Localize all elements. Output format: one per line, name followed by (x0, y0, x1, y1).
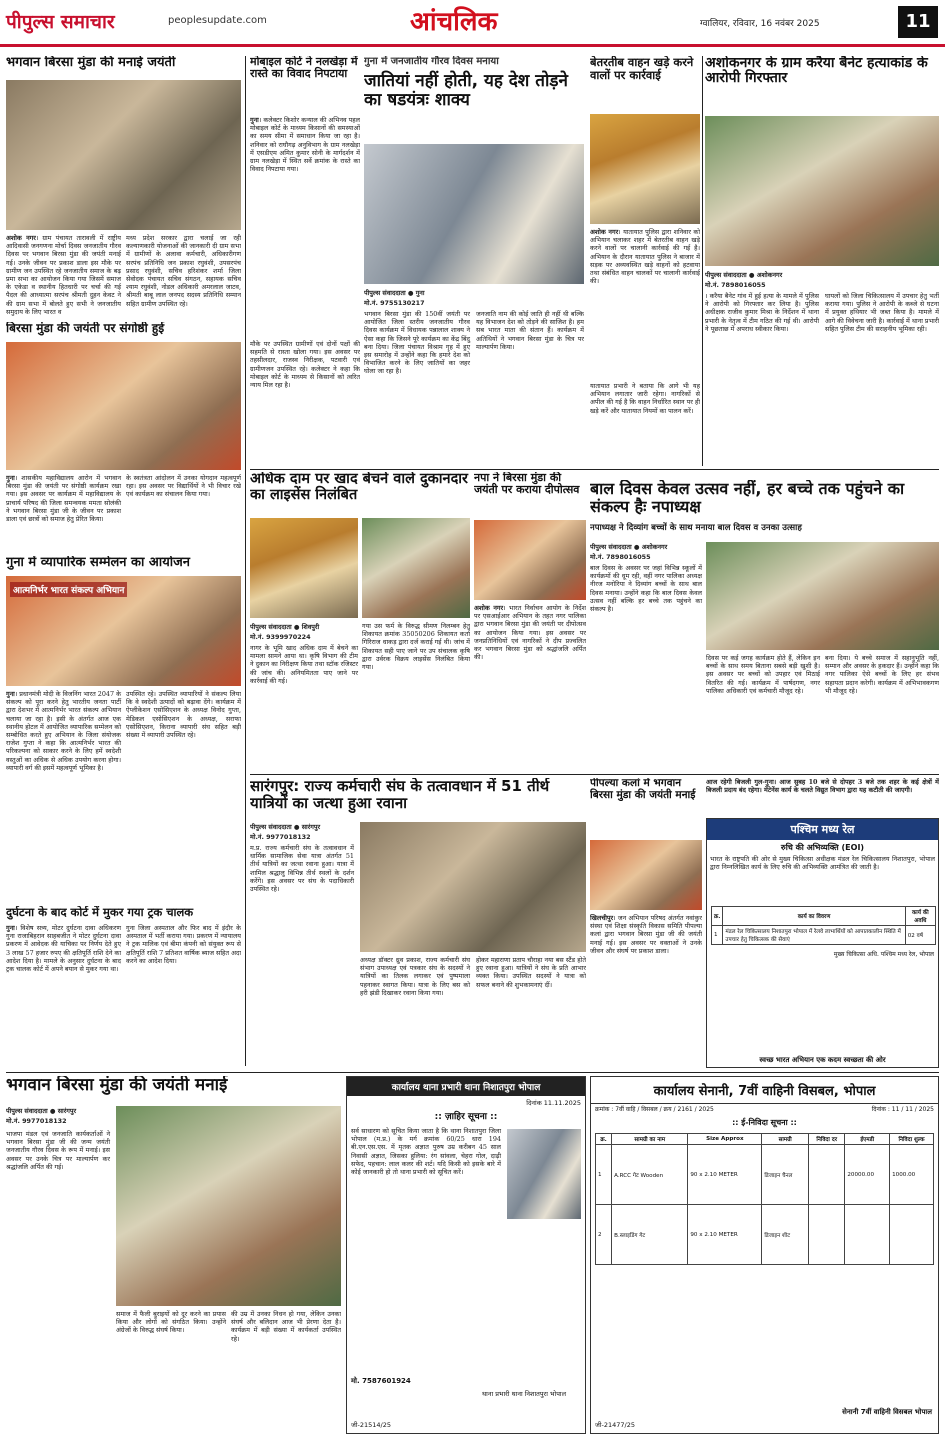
article-npa-deepotsav (474, 472, 586, 770)
news-photo (706, 542, 939, 650)
tender-table: क्र. सामग्री का नाम Size Approx सामग्री निविदा दर ईएमडी निविदा शुल्क 1 A.RCC गेट Wooden 90 x 2.10 METER डिजाइन चैनल 20000.00 1000.00 2 B.स्लाइडिंग गेट 90 x 2.10 METER डिजाइन शीट (595, 1133, 934, 1265)
ad-subtitle: :: ज़ाहिर सूचना :: (434, 1112, 498, 1122)
mobile-number: मो.नं. 9977018132 (250, 833, 311, 841)
section-rule (6, 1072, 939, 1073)
ad-body: भारत के राष्ट्रपति की ओर से मुख्य चिकित्सा अधीक्षक मंडल रेल चिकित्सालय निशातपुरा, भोपाल द्वारा निम्नलिखित कार्य के लिए रुचि की अभिव्यक्ति आमंत्रित की जाती है। (710, 855, 935, 872)
headline: जातियां नहीं होती, यह देश तोड़ने का षडयंत्रः शाक्य (364, 71, 568, 110)
section-rule (250, 774, 939, 775)
body-text-3: की उम्र में उनका निधन हो गया, लेकिन उनका संघर्ष और बलिदान आज भी प्रेरणा देता है। कार्यक्रम में बड़ी संख्या में कार्यकर्ता उपस्थित रहे। (231, 1310, 341, 1343)
body-text: । जन अभियान परिषद अंतर्गत नवांकुर संस्था एवं शिक्षा संस्कृति विकास समिति पीपल्या कलां द्वारा भगवान बिरसा मुंडा जी की जयंती मनाई गई। इस अवसर पर वक्ताओं ने उनके जीवन और संघर्ष पर प्रकाश डाला। (590, 914, 702, 955)
mobile-number: मो.नं. 9755130217 (364, 299, 425, 307)
news-photo (6, 576, 241, 686)
news-photo (360, 822, 586, 952)
body-text-3: बना दिया। ये बच्चे समाज में सहानुभूति नहीं, सम्मान और अवसर के हकदार हैं। उन्होंने कहा कि नगर पालिका ऐसे बच्चों के लिए हर संभव सहायता प्रदान करेगी। कार्यक्रम में अभिभावकगण भी मौजूद रहे। (825, 654, 939, 695)
news-photo (590, 114, 700, 224)
body-text-2: के स्वतंत्रता आंदोलन में उनका योगदान महत्वपूर्ण रहा। इस अवसर पर विद्यार्थियों ने भी विचार रखे एवं कार्यक्रम का संचालन किया गया। (126, 474, 241, 499)
mobile-number: मो.नं. 7898016055 (590, 553, 651, 561)
lead-place: गुना (250, 116, 259, 124)
power-cut-notice: आज रहेगी बिजली गुल-गुना। आज सुबह 10 बजे से दोपहर 3 बजे तक शहर के कई क्षेत्रों में बिजली प्रदाय बंद रहेगा। मेंटेनेंस कार्य के चलते विद्युत विभाग द्वारा यह कटौती की जाएगी। (706, 778, 939, 795)
headline: बाल दिवस केवल उत्सव नहीं, हर बच्चे तक पहुंचने का संकल्प हैः नपाध्यक्ष (590, 480, 905, 516)
body-text-2: घायलों को जिला चिकित्सालय में उपचार हेतु भर्ती कराया गया। पुलिस ने आरोपी के कब्जे से घटना में प्रयुक्त हथियार भी जब्त किया है। मामले में आगे की विवेचना जारी है। कार्रवाई में थाना प्रभारी सहित पुलिस टीम की सराहनीय भूमिका रही। (825, 292, 939, 333)
article-sarangpur-birsa (6, 1076, 341, 1434)
ad-title: कार्यालय सेनानी, 7वीं वाहिनी विसबल, भोपाल (591, 1077, 938, 1104)
body-text: बाल दिवस के अवसर पर जहां विभिन्न स्कूलों में कार्यक्रमों की धूम रही, वहीं नगर पालिका अध्यक्ष नीरज मनोरिया ने दिव्यांग बच्चों के साथ बाल दिवस मनाया। उन्होंने कहा कि बाल दिवस केवल उत्सव नहीं बल्कि हर बच्चे तक पहुंचने का संकल्प है। (590, 564, 702, 614)
mobile-number: मो.नं. 9977018132 (6, 1117, 67, 1125)
body-text: । ग्राम पंचायत तारावली में राष्ट्रीय आदिवासी जनगणना मोर्चा दिवस जनजातीय गौरव दिवस पर भगवान बिरसा मुंडा की जयंती मनाई गई। उनके जीवन पर प्रकाश डाला इस मौके पर ग्रामीण जन उपस्थित रहे जनजातीय समाज के बढ़ प्रमा सभा का आयोजन किया गया जिसमें समाज के एकेडा व स्थानीय हितधारी पर चर्चा की गई पैदल की आध्यात्मा सरपंच श्रीमती दुहन केवट ने की ग्राम सभा में बोलते हुए सभी ने जनजातीय समुदाय के लिए भारत व (6, 234, 121, 316)
ad-body: सर्व साधारण को सूचित किया जाता है कि थाना निशातपुरा जिला भोपाल (म.प्र.) के मर्ग क्रमांक 60/25 धारा 194 बी.एन.एस.एस. में मृतक अज्ञात पुरुष उम्र करीबन 45 साल निवासी अज्ञात, जिसका हुलिया: रंग सांवला, चेहरा गोल, दाढ़ी सफेद, पहचान: लाल कलर की शर्ट। यदि किसी को इसके बारे में कोई जानकारी हो तो थाना प्रभारी को सूचित करें। (351, 1127, 501, 1177)
ad-date: दिनांक : 11 / 11 / 2025 (871, 1106, 934, 1113)
body-text-2: उपस्थित रहे। उपस्थित व्यापारियों ने संकल्प लिया कि वे स्वदेशी उत्पादों को बढ़ावा देंगे। कार्यक्रम में ऐप्लीकेशन एसोसिएशन के अध्यक्ष विनोद गुप्ता, मेडिकल एसोसिएशन के अध्यक्ष, सराफा एसोसिएशन, किराना व्यापारी संघ सहित बड़ी संख्या में व्यापारी उपस्थित रहे। (126, 690, 241, 740)
ad-ref: क्रमांक : 7वीं वाहि / विसबल / क्रय / 2161 / 2025 (595, 1106, 714, 1113)
news-photo (364, 144, 584, 284)
article-janjatiya-gaurav (364, 56, 584, 466)
column-rule (702, 56, 703, 466)
brand-logo: पीपुल्स समाचार (6, 11, 115, 33)
headline: भगवान बिरसा मुंडा की जयंती मनाई (6, 1076, 228, 1095)
article-birsa-ashoknagar (6, 56, 241, 321)
table-header: कार्य की अवधि (905, 907, 935, 926)
ad-slogan: स्वच्छ भारत अभियान एक कदम स्वच्छता की ओर (759, 1056, 886, 1064)
table-row: 2 B.स्लाइडिंग गेट 90 x 2.10 METER डिजाइन शीट (596, 1205, 934, 1265)
section-title: आंचलिक (410, 7, 498, 37)
mobile-number: मो.नं. 9399970224 (250, 633, 311, 641)
byline: पीपुल्स संवाददाता ● सारंगपुर (6, 1107, 77, 1115)
news-photo (250, 518, 358, 618)
article-peepalya-kalan (590, 778, 702, 988)
article-trade-conference (6, 556, 241, 902)
body-text-2: यातायात प्रभारी ने बताया कि आगे भी यह अभियान लगातार जारी रहेगा। नागरिकों से अपील की गई है कि वाहन निर्धारित स्थान पर ही खड़े करें और यातायात नियमों का पालन करें। (590, 382, 700, 415)
body-text-2: दिवस पर कई जगह कार्यक्रम होते हैं, लेकिन इन बच्चों के साथ समय बिताना सबसे बड़ी खुशी है। इस अवसर पर बच्चों को उपहार एवं मिठाई वितरित की गई। कार्यक्रम में पार्षदगण, नगर पालिका अधिकारी एवं कर्मचारी मौजूद रहे। (706, 654, 820, 695)
lead-place: गुना (6, 924, 15, 932)
deceased-photo (507, 1129, 581, 1219)
ad-footer: मुख्य चिकित्सा अधि. पश्चिम मध्य रेल, भोपाल (833, 951, 934, 958)
headline: गुना में व्यापारिक सम्मेलन का आयोजन (6, 556, 190, 570)
ad-phone: मो. 7587601924 (351, 1377, 411, 1385)
rail-advertisement (706, 818, 939, 1068)
table-row: 1 A.RCC गेट Wooden 90 x 2.10 METER डिजाइन चैनल 20000.00 1000.00 (596, 1145, 934, 1205)
headline: बिरसा मुंडा की जयंती पर संगोष्ठी हुई (6, 322, 165, 335)
news-photo (474, 520, 586, 600)
news-photo (6, 342, 241, 470)
ad-title: कार्यालय थाना प्रभारी थाना निशातपुरा भोपाल (347, 1077, 585, 1096)
body-text: । शासकीय महाविद्यालय आरोन में भगवान बिरसा मुंडा की जयंती पर संगोष्ठी कार्यक्रम रखा गया। इस अवसर पर कार्यक्रम में महाविद्यालय के प्राचार्य परिषद की जिला समन्वयक ममता सोलंकी ने भगवान बिरसा मुंडा जी के जीवन पर प्रकाश डाला एवं छात्रों को समाज हेतु प्रेरित किया। (6, 474, 121, 524)
table-header: क्र. (712, 907, 723, 926)
masthead-rule (0, 44, 945, 47)
news-photo (705, 116, 939, 266)
body-text: । प्रधानमंत्री मोदी के विजनिंग भारत 2047 के संकल्प को पूरा करने हेतु भारतीय जनता पार्टी द्वारा देशभर में आत्मनिर्भर भारत संकल्प अभियान चलाया जा रहा है। इसी के अंतर्गत आज एक स्थानीय होटल में आयोजित व्यापारिक सम्मेलन को सम्बोधित करते हुए अभियान के जिला संयोजक राजेश गुप्ता ने कहा कि आत्मनिर्भर भारत की परिकल्पना को साकार करने के लिए हमें स्वदेशी वस्तुओं का अधिक से अधिक उपयोग करना होगा। व्यापारी वर्ग की इसमें महत्वपूर्ण भूमिका है। (6, 690, 121, 772)
news-photo (116, 1106, 341, 1306)
body-text: भाजपा मंडल एवं जनजाति कार्यकर्ताओं ने भगवान बिरसा मुंडा जी की जन्म जयंती जनजातीय गौरव दिवस के रूप में मनाई। इस अवसर पर उनके चित्र पर माल्यार्पण कर श्रद्धांजलि अर्पित की गई। (6, 1130, 110, 1171)
byline: पीपुल्स संवाददाता ● सारंगपुर (250, 823, 321, 831)
ad-date: दिनांक 11.11.2025 (526, 1099, 581, 1107)
news-photo (6, 80, 241, 230)
website-text: peoplesupdate.com (168, 15, 267, 26)
headline: अशोकनगर के ग्राम करैया बैनेट हत्याकांड के आरोपी गिरफ्तार (705, 56, 928, 87)
body-text: । भारत निर्वाचन आयोग के निर्देश पर एसआईआर अभियान के तहत नगर पालिका द्वारा भगवान बिरसा मुंडा की जयंती पर दीपोत्सव का आयोजन किया गया। इस अवसर पर जनप्रतिनिधियों एवं नागरिकों ने दीप प्रज्वलित कर भगवान बिरसा मुंडा को श्रद्धांजलि अर्पित की। (474, 604, 586, 662)
lead-place: अशोक नगर (6, 234, 36, 242)
masthead (0, 0, 945, 48)
body-text: । यातायात पुलिस द्वारा शनिवार को अभियान चलाकर शहर में बेतरतीब वाहन खड़े करने वालों पर चालानी कार्रवाई की गई है। अभियान के दौरान यातायात पुलिस ने बाजार में सड़क पर अव्यवस्थित खड़े वाहनों को हटवाया तथा संबंधित वाहन चालकों पर चालानी कार्रवाई की। (590, 228, 700, 286)
headline: पीपल्या कलां में भगवान बिरसा मुंडा की जयंती मनाई (590, 778, 696, 801)
sena-tender-ad (590, 1076, 939, 1434)
body-text: गया उस फर्म के विरुद्ध सीमण निलम्बन हेतु शिकायत क्रमांक 35050206 शिकायत कर्ता गिरिराज धाकड़ द्वारा दर्ज कराई गई थी। जांच में शिकायत सही पाए जाने पर उप संचालक कृषि द्वारा उर्वरक विक्रय लाइसेंस निलंबित किया गया। (362, 622, 470, 672)
byline: पीपुल्स संवाददाता ● गुना (364, 289, 425, 297)
body-text-2: समाज में फैली बुराइयों को दूर करने का प्रयास किया और लोगों को संगठित किया। उन्होंने अंग्रेजों के विरुद्ध संघर्ष किया। (116, 1310, 226, 1335)
article-birsa-seminar (6, 322, 241, 548)
article-sarangpur-pilgrims (250, 778, 586, 1068)
body-text: । कलेक्टर किशोर कन्याल की अभिनव पहल मोबाइल कोर्ट के माध्यम किसानों की समस्याओं का समय सीमा में समाधान किया जा रहा है। शनिवार को राघौगढ़ अनुविभाग के ग्राम नलखेड़ा में एसडीएम अमित कुमार सोनी के मार्गदर्शन में ग्राम नलखेड़ा में स्थित सर्वे क्रमांक के रास्ते का विवाद निपटाया गया। (250, 116, 360, 174)
headline: दुर्घटना के बाद कोर्ट में मुकर गया ट्रक चालक (6, 906, 194, 919)
lead-place: अशोक नगर (474, 604, 504, 612)
page-number: 11 (898, 6, 938, 38)
ad-footer: सेनानी 7वीं वाहिनी विसबल भोपाल (842, 1408, 932, 1416)
ad-number: जी-21514/25 (351, 1421, 391, 1429)
article-truck-driver (6, 906, 241, 1068)
body-text-2: जनजाति नाम की कोई जाति ही नहीं थी बल्कि यह विभाजन देश को तोड़ने की साजिश है। हम सब भारत माता की संतान हैं। कार्यक्रम में अतिथियों ने भगवान बिरसा मुंडा के चित्र पर माल्यार्पण किया। (476, 310, 584, 351)
headline: नपा ने बिरसा मुंडा की जयंती पर कराया दीपोत्सव (474, 472, 580, 497)
byline: पीपुल्स संवाददाता ● अशोकनगर (705, 271, 783, 279)
news-photo (590, 840, 702, 910)
ad-table (711, 906, 936, 945)
byline: पीपुल्स संवाददाता ● शिवपुरी (250, 623, 320, 631)
byline: पीपुल्स संवाददाता ● अशोकनगर (590, 543, 668, 551)
ad-title: पश्चिम मध्य रेल (707, 819, 938, 840)
body-text: म.प्र. राज्य कर्मचारी संघ के तत्वावधान में धार्मिक सामाजिक सेवा यात्रा अंतर्गत 51 तीर्थ यात्रियों का जत्था रवाना हुआ। यात्रा में शामिल श्रद्धालु विभिन्न तीर्थ स्थलों के दर्शन करेंगे। इस अवसर पर संघ के पदाधिकारी उपस्थित रहे। (250, 844, 354, 894)
body-text-2: गुना जिला अस्पताल और फिर बाद में इंदौर के अस्पताल में भर्ती कराया गया। प्रकरण में न्यायालय ने ट्रक मालिक एवं बीमा कंपनी को संयुक्त रूप से क्षतिपूर्ति राशि 7 प्रतिशत वार्षिक ब्याज सहित अदा करने का आदेश दिया। (126, 924, 241, 965)
body-text: भगवान बिरसा मुंडा की 150वीं जयंती पर आयोजित जिला स्तरीय जनजातीय गौरव दिवस कार्यक्रम में विधायक पन्नालाल शाक्य ने ऐसा कहा कि जिसने पूरे कार्यक्रम का केंद्र बिंदु बना दिया। जिला पंचायत विश्राम गृह में हुए इस समारोह में उन्होंने कहा कि हमारे देश को विभाजित करने के लिए जातियों का जहर घोला जा रहा है। (364, 310, 470, 376)
subhead: नपाध्यक्ष ने दिव्यांग बच्चों के साथ मनाया बाल दिवस व उनका उत्साह (590, 523, 802, 533)
ad-number: जी-21477/25 (595, 1421, 635, 1429)
lead-place: गुना (6, 690, 15, 698)
headline: बेतरतीब वाहन खड़े करने वालों पर कार्रवाई (590, 56, 694, 82)
ad-subtitle: :: ई-निविदा सूचना :: (732, 1118, 797, 1127)
headline: अधिक दाम पर खाद बेचने वाले दुकानदार का लाइसेंस निलंबित (250, 472, 468, 503)
mobile-number: मो.नं. 7898016055 (705, 281, 766, 289)
banner-text: आत्मनिर्भर भारत संकल्प अभियान (10, 582, 127, 597)
lead-place: अशोक नगर (590, 228, 619, 236)
dateline: ग्वालियर, रविवार, 16 नवंबर 2025 (700, 19, 820, 29)
headline: मोबाइल कोर्ट ने नलखेड़ा में रास्ते का विवाद निपटाया (250, 56, 358, 81)
article-fertilizer-license (250, 472, 470, 770)
body-text-3: होकर महाराणा प्रताप चौराहा नया बस स्टैंड होते हुए रवाना हुआ। यात्रियों ने संघ के प्रति आभार व्यक्त किया। उपस्थित सदस्यों ने यात्रा को सफल बनाने की शुभकामनाएं दीं। (476, 956, 586, 989)
table-row: 1 मंडल रेल चिकित्सालय निशातपुरा भोपाल में रेलवे लाभार्थियों को आपातकालीन स्थिति में उपचार हेतु चिकित्सक की सेवाएं 02 वर्ष (712, 926, 936, 945)
police-notice-ad (346, 1076, 586, 1434)
body-text-2: नागर के भूमि खाद अधिक दाम में बेचने का मामला सामने आया था। कृषि विभाग की टीम ने दुकान का निरीक्षण किया तथा स्टॉक रजिस्टर की जांच की। अनियमितता पाए जाने पर कार्रवाई की गई। (250, 644, 358, 685)
section-rule (250, 469, 939, 470)
body-text-2: मध्य प्रदेश सरकार द्वारा चलाई जा रही कल्याणकारी योजनाओं की जानकारी दी ग्राम सभा में ग्रामीणों के अलावा कर्मचारी, अधिकारीगण सरपंच प्रतिनिधि जन प्रकाश रघुवंशी, उपसरपंच प्रसाद रघुवंशी, सचिव हरिशंकर शर्मा जिला सेवोदक पंचायत सचिव संगठन, सहायक सचिव श्याम रघुवंशी, नोडल अधिकारी अमरलाल जाटव, श्रीमती बाबू लाल जनपद सदस्य प्रतिनिधि सम्मान सहित ग्रामीण उपस्थित रहे। (126, 234, 241, 308)
body-text: । करैया बैनेट गांव में हुई हत्या के मामले में पुलिस ने आरोपी को गिरफ्तार कर लिया है। पुलिस अधीक्षक राजीव कुमार मिश्रा के निर्देशन में थाना प्रभारी के नेतृत्व में टीम गठित की गई थी। आरोपी ने पूछताछ में अपराध स्वीकार किया। (705, 292, 819, 333)
table-header: कार्य का विवरण (723, 907, 905, 926)
column-rule (245, 56, 246, 1066)
news-photo-2 (362, 518, 470, 618)
headline: भगवान बिरसा मुंडा की मनाई जयंती (6, 56, 176, 70)
lead-place: गुना (6, 474, 15, 482)
body-text: । विशेष सत्र्य, मोटर दुर्घटना दावा अधिकरण गुना राजाबिहरान साहबजीत ने मोटर दुर्घटना दावा प्रकरण में आवेदक की याचिका पर निर्णय देते हुए 3 लाख 57 हजार रुपए की क्षतिपूर्ति राशि देने का आदेश दिया है। मामले के अनुसार दुर्घटना के बाद ट्रक चालक कोर्ट में अपने बयान से मुकर गया था। (6, 924, 121, 974)
body-text-2: मौके पर उपस्थित ग्रामीणों एवं दोनों पक्षों की सहमति से रास्ता खोला गया। इस अवसर पर तहसीलदार, राजस्व निरीक्षक, पटवारी एवं ग्रामीणजन उपस्थित रहे। कलेक्टर ने कहा कि मोबाइल कोर्ट के माध्यम से किसानों को त्वरित न्याय मिल रहा है। (250, 340, 360, 390)
body-text-2: अध्यक्ष डॉक्टर ध्रुव प्रकाश, राज्य कर्मचारी संघ संभाग उपाध्यक्ष एवं पत्रकार संघ के सदस्यों ने यात्रियों का तिलक लगाकर एवं पुष्पमाला पहनाकर स्वागत किया। यात्रा के लिए बस को हरी झंडी दिखाकर रवाना किया गया। (360, 956, 470, 997)
article-bal-diwas (590, 480, 939, 770)
ad-subtitle: रुचि की अभिव्यक्ति (EOI) (780, 843, 865, 852)
ad-sign: थाना प्रभारी थाना निशातपुरा भोपाल (482, 1390, 566, 1398)
headline: सारंगपुर: राज्य कर्मचारी संघ के तत्वावधान में 51 तीर्थ यात्रियों का जत्था हुआ रवाना (250, 778, 550, 812)
article-traffic (590, 56, 700, 466)
lead-place: खिलचीपुर (590, 914, 614, 922)
article-karaiya-murder (705, 56, 939, 466)
kicker: गुना में जनजातीय गौरव दिवस मनाया (364, 56, 499, 67)
